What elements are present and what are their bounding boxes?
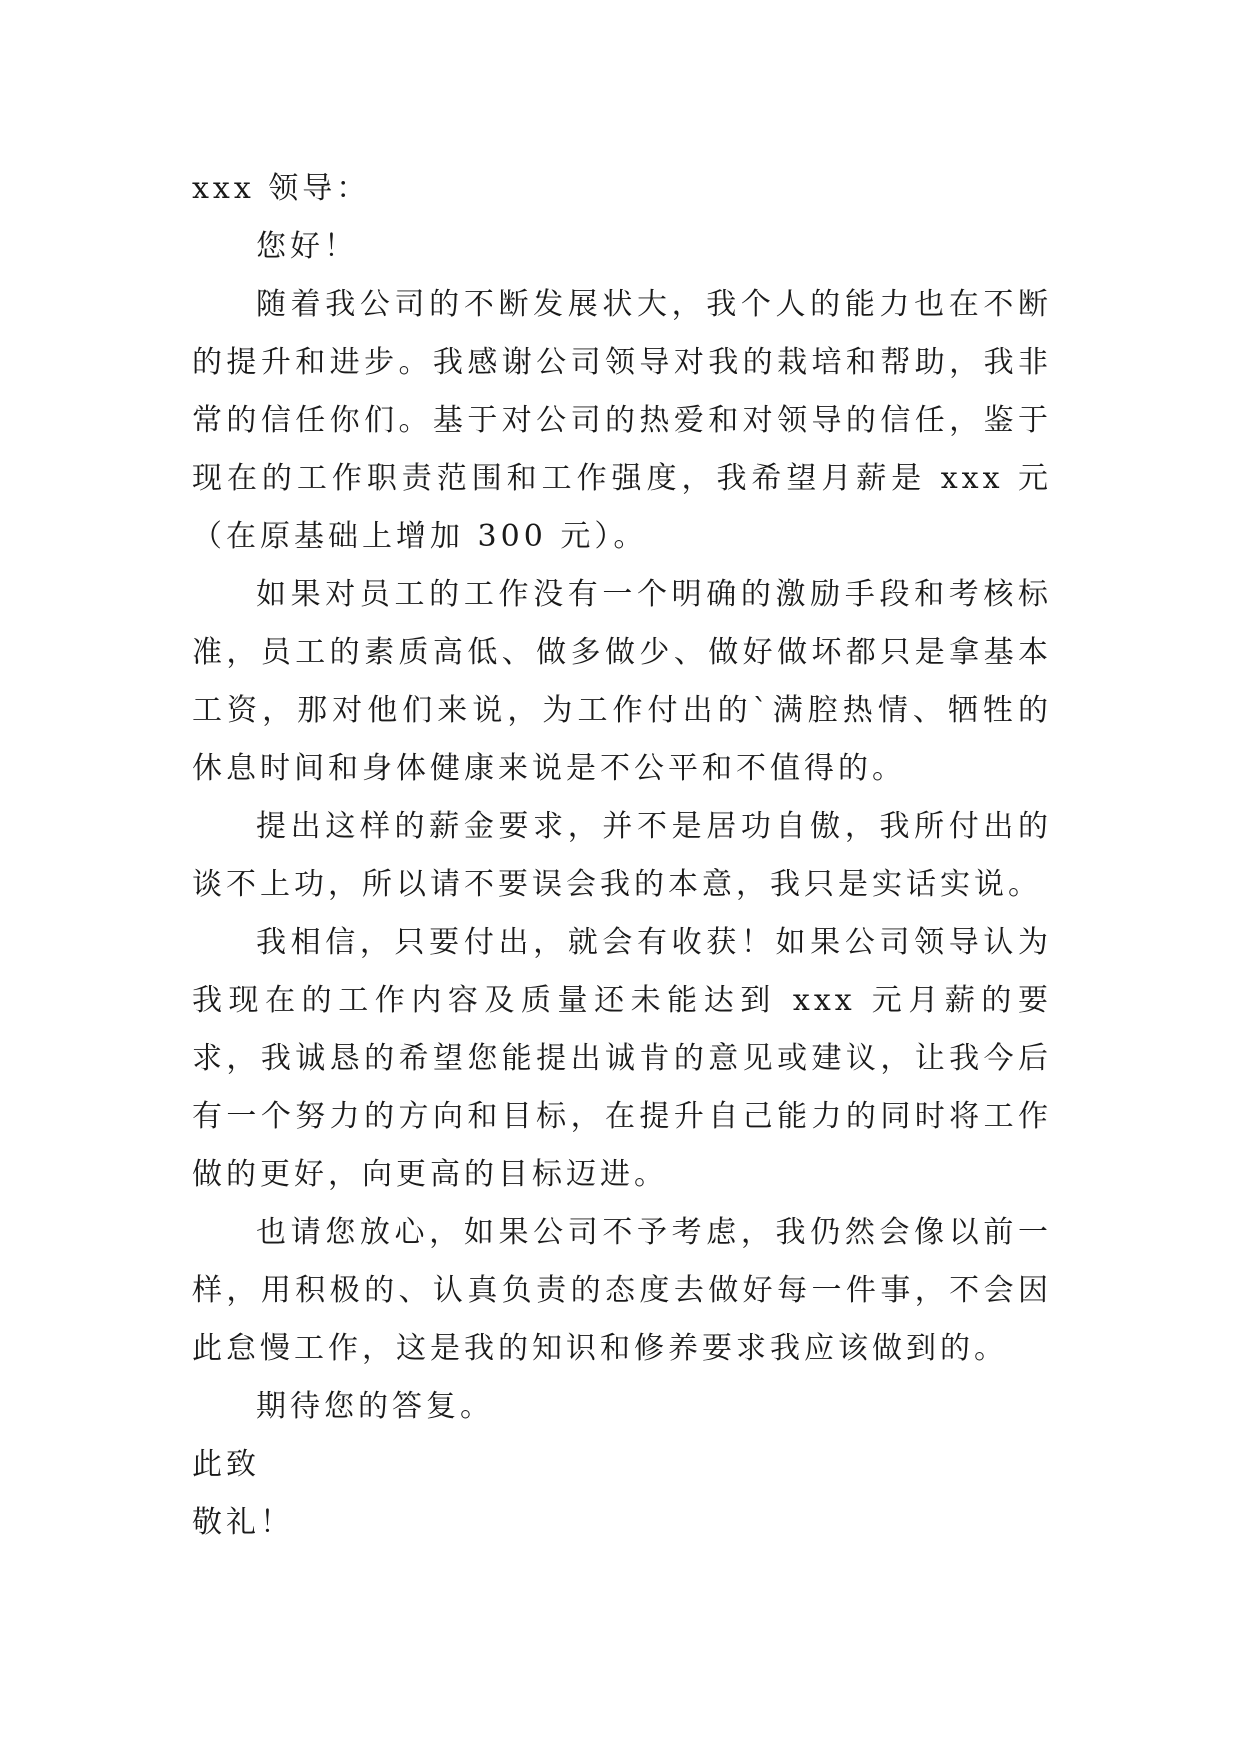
body-paragraph: 如果对员工的工作没有一个明确的激励手段和考核标准，员工的素质高低、做多做少、做好做坏都只是拿基本工资，那对他们来说，为工作付出的`满腔热情、牺牲的休息时间和身体健康来说是不公平和不值得的。 xyxy=(192,577,1052,786)
closing-line-jing-li: 敬礼！ xyxy=(192,1505,294,1540)
body-paragraph: 我相信，只要付出，就会有收获！如果公司领导认为我现在的工作内容及质量还未能达到 xxx 元月薪的要求，我诚恳的希望您能提出诚肯的意见或建议，让我今后有一个努力的方向和目标，在提升自己能力的同时将工作做的更好，向更高的目标迈进。 xyxy=(192,925,1052,1192)
letter-body xyxy=(192,160,1052,1552)
greeting-paragraph: 您好！ xyxy=(256,229,358,264)
closing-line-ci-zhi: 此致 xyxy=(192,1447,260,1482)
body-paragraph: 提出这样的薪金要求，并不是居功自傲，我所付出的谈不上功，所以请不要误会我的本意，我只是实话实说。 xyxy=(192,809,1052,902)
letter-salutation: xxx 领导： xyxy=(192,171,371,206)
body-paragraph: 期待您的答复。 xyxy=(256,1389,494,1424)
body-paragraph: 也请您放心，如果公司不予考虑，我仍然会像以前一样，用积极的、认真负责的态度去做好每一件事，不会因此怠慢工作，这是我的知识和修养要求我应该做到的。 xyxy=(192,1215,1052,1366)
body-paragraph: 随着我公司的不断发展状大，我个人的能力也在不断的提升和进步。我感谢公司领导对我的栽培和帮助，我非常的信任你们。基于对公司的热爱和对领导的信任，鉴于现在的工作职责范围和工作强度，我希望月薪是 xxx 元（在原基础上增加 300 元）。 xyxy=(192,287,1052,554)
